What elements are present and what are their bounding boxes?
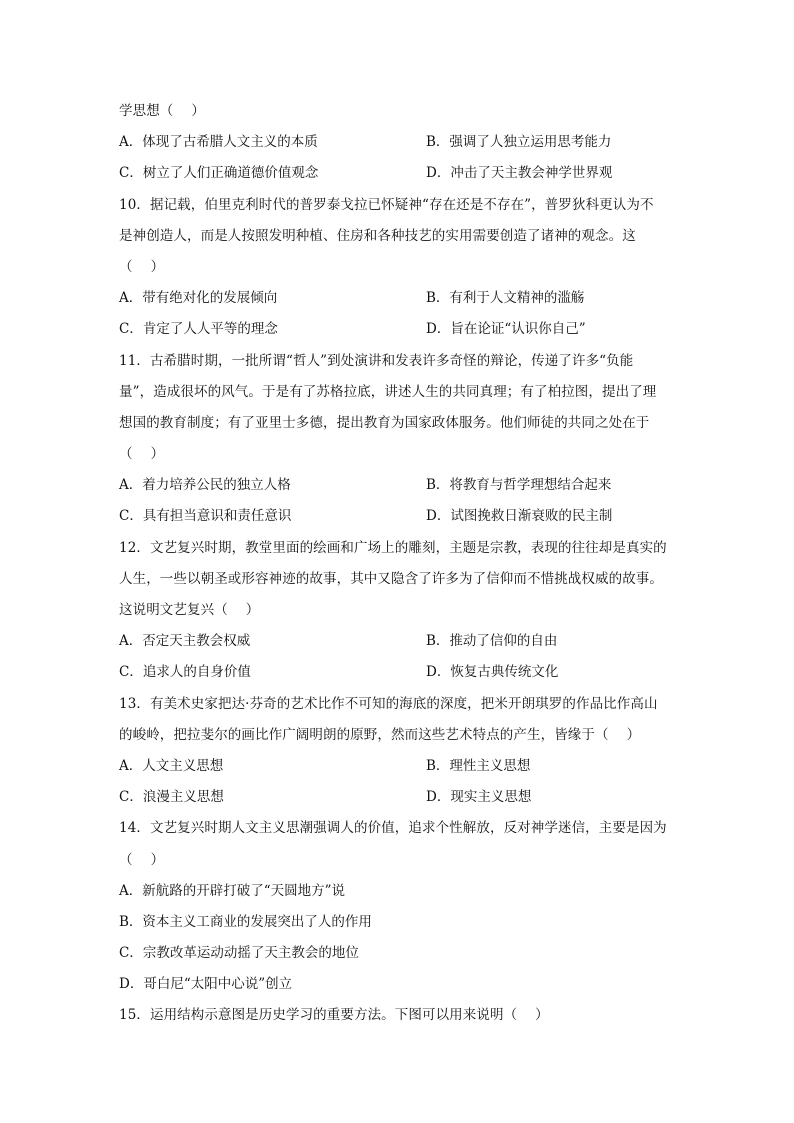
option-d[interactable]: D．冲击了天主教会神学世界观 <box>426 165 613 182</box>
options-row <box>119 127 679 158</box>
question-stem-line: 这说明文艺复兴（ ） <box>119 602 260 618</box>
options-row <box>119 751 679 782</box>
option-d[interactable]: D．试图挽救日渐衰败的民主制 <box>426 508 613 525</box>
option-d[interactable]: D．旨在论证“认识你自己” <box>426 321 586 338</box>
options-row <box>119 657 679 688</box>
question-stem-line: 14．文艺复兴时期人文主义思潮强调人的价值，追求个性解放，反对神学迷信，主要是因为 <box>119 820 667 837</box>
option-d[interactable]: D．现实主义思想 <box>426 789 532 806</box>
options-row <box>119 158 679 189</box>
question-stem-line: 学思想（ ） <box>119 103 205 119</box>
options-row <box>119 626 679 657</box>
question-stem-line: 人生，一些以朝圣或形容神迹的故事，其中又隐含了许多为了信仰而不惜挑战权威的故事。 <box>119 570 663 587</box>
option-a[interactable]: A．体现了古希腊人文主义的本质 <box>119 134 318 151</box>
options-row <box>119 314 679 345</box>
question-stem-line: 量”，造成很坏的风气。于是有了苏格拉底，讲述人生的共同真理；有了柏拉图，提出了理 <box>119 383 657 400</box>
options-row <box>119 283 679 314</box>
options-row <box>119 501 679 532</box>
option-b[interactable]: B．推动了信仰的自由 <box>426 633 558 650</box>
question-9 <box>119 96 679 190</box>
option-c[interactable]: C．追求人的自身价值 <box>119 664 251 681</box>
question-stem-line: 15．运用结构示意图是历史学习的重要方法。下图可以用来说明（ ） <box>119 1007 549 1024</box>
question-stem-line: 的峻岭，把拉斐尔的画比作广阔明朗的原野，然而这些艺术特点的产生，皆缘于（ ） <box>119 726 641 743</box>
question-12 <box>119 533 679 689</box>
option-b[interactable]: B．强调了人独立运用思考能力 <box>426 134 612 151</box>
option-c[interactable]: C．宗教改革运动动摇了天主教会的地位 <box>119 945 359 962</box>
question-stem-line: 是神创造人，而是人按照发明种植、住房和各种技艺的实用需要创造了诸神的观念。这 <box>119 227 636 244</box>
option-b[interactable]: B．有利于人文精神的滥觞 <box>426 290 585 307</box>
option-a[interactable]: A．新航路的开辟打破了“天圆地方”说 <box>119 882 346 899</box>
option-d[interactable]: D．恢复古典传统文化 <box>426 664 559 681</box>
option-c[interactable]: C．具有担当意识和责任意识 <box>119 508 292 525</box>
question-stem-line: 12．文艺复兴时期，教堂里面的绘画和广场上的雕刻，主题是宗教，表现的往往却是真实的 <box>119 539 667 556</box>
question-15 <box>119 1000 679 1031</box>
option-b[interactable]: B．将教育与哲学理想结合起来 <box>426 477 612 494</box>
option-a[interactable]: A．带有绝对化的发展倾向 <box>119 290 278 307</box>
option-a[interactable]: A．否定天主教会权威 <box>119 633 251 650</box>
question-stem-line: （ ） <box>119 851 165 868</box>
question-stem-line: 11．古希腊时期，一批所谓“哲人”到处演讲和发表许多奇怪的辩论，传递了许多“负能 <box>119 352 634 369</box>
question-11 <box>119 346 679 533</box>
option-c[interactable]: C．树立了人们正确道德价值观念 <box>119 165 319 182</box>
question-stem-line: 13．有美术史家把达·芬奇的艺术比作不可知的海底的深度，把米开朗琪罗的作品比作高山 <box>119 695 658 712</box>
options-row <box>119 470 679 501</box>
exam-page <box>119 96 679 1032</box>
question-stem-line: 10．据记载，伯里克利时代的普罗泰戈拉已怀疑神“存在还是不存在”，普罗狄科更认为不 <box>119 196 654 213</box>
question-stem-line: （ ） <box>119 258 165 275</box>
question-10 <box>119 190 679 346</box>
question-stem-line: 想国的教育制度；有了亚里士多德，提出教育为国家政体服务。他们师徒的共同之处在于 <box>119 414 650 431</box>
option-a[interactable]: A．人文主义思想 <box>119 757 224 774</box>
question-stem-line: （ ） <box>119 446 165 463</box>
question-13 <box>119 689 679 814</box>
option-b[interactable]: B．资本主义工商业的发展突出了人的作用 <box>119 913 372 930</box>
options-row <box>119 782 679 813</box>
option-d[interactable]: D．哥白尼“太阳中心说”创立 <box>119 976 293 993</box>
option-b[interactable]: B．理性主义思想 <box>426 757 531 774</box>
option-c[interactable]: C．浪漫主义思想 <box>119 789 224 806</box>
option-a[interactable]: A．着力培养公民的独立人格 <box>119 477 291 494</box>
option-c[interactable]: C．肯定了人人平等的理念 <box>119 321 278 338</box>
question-14 <box>119 813 679 1000</box>
